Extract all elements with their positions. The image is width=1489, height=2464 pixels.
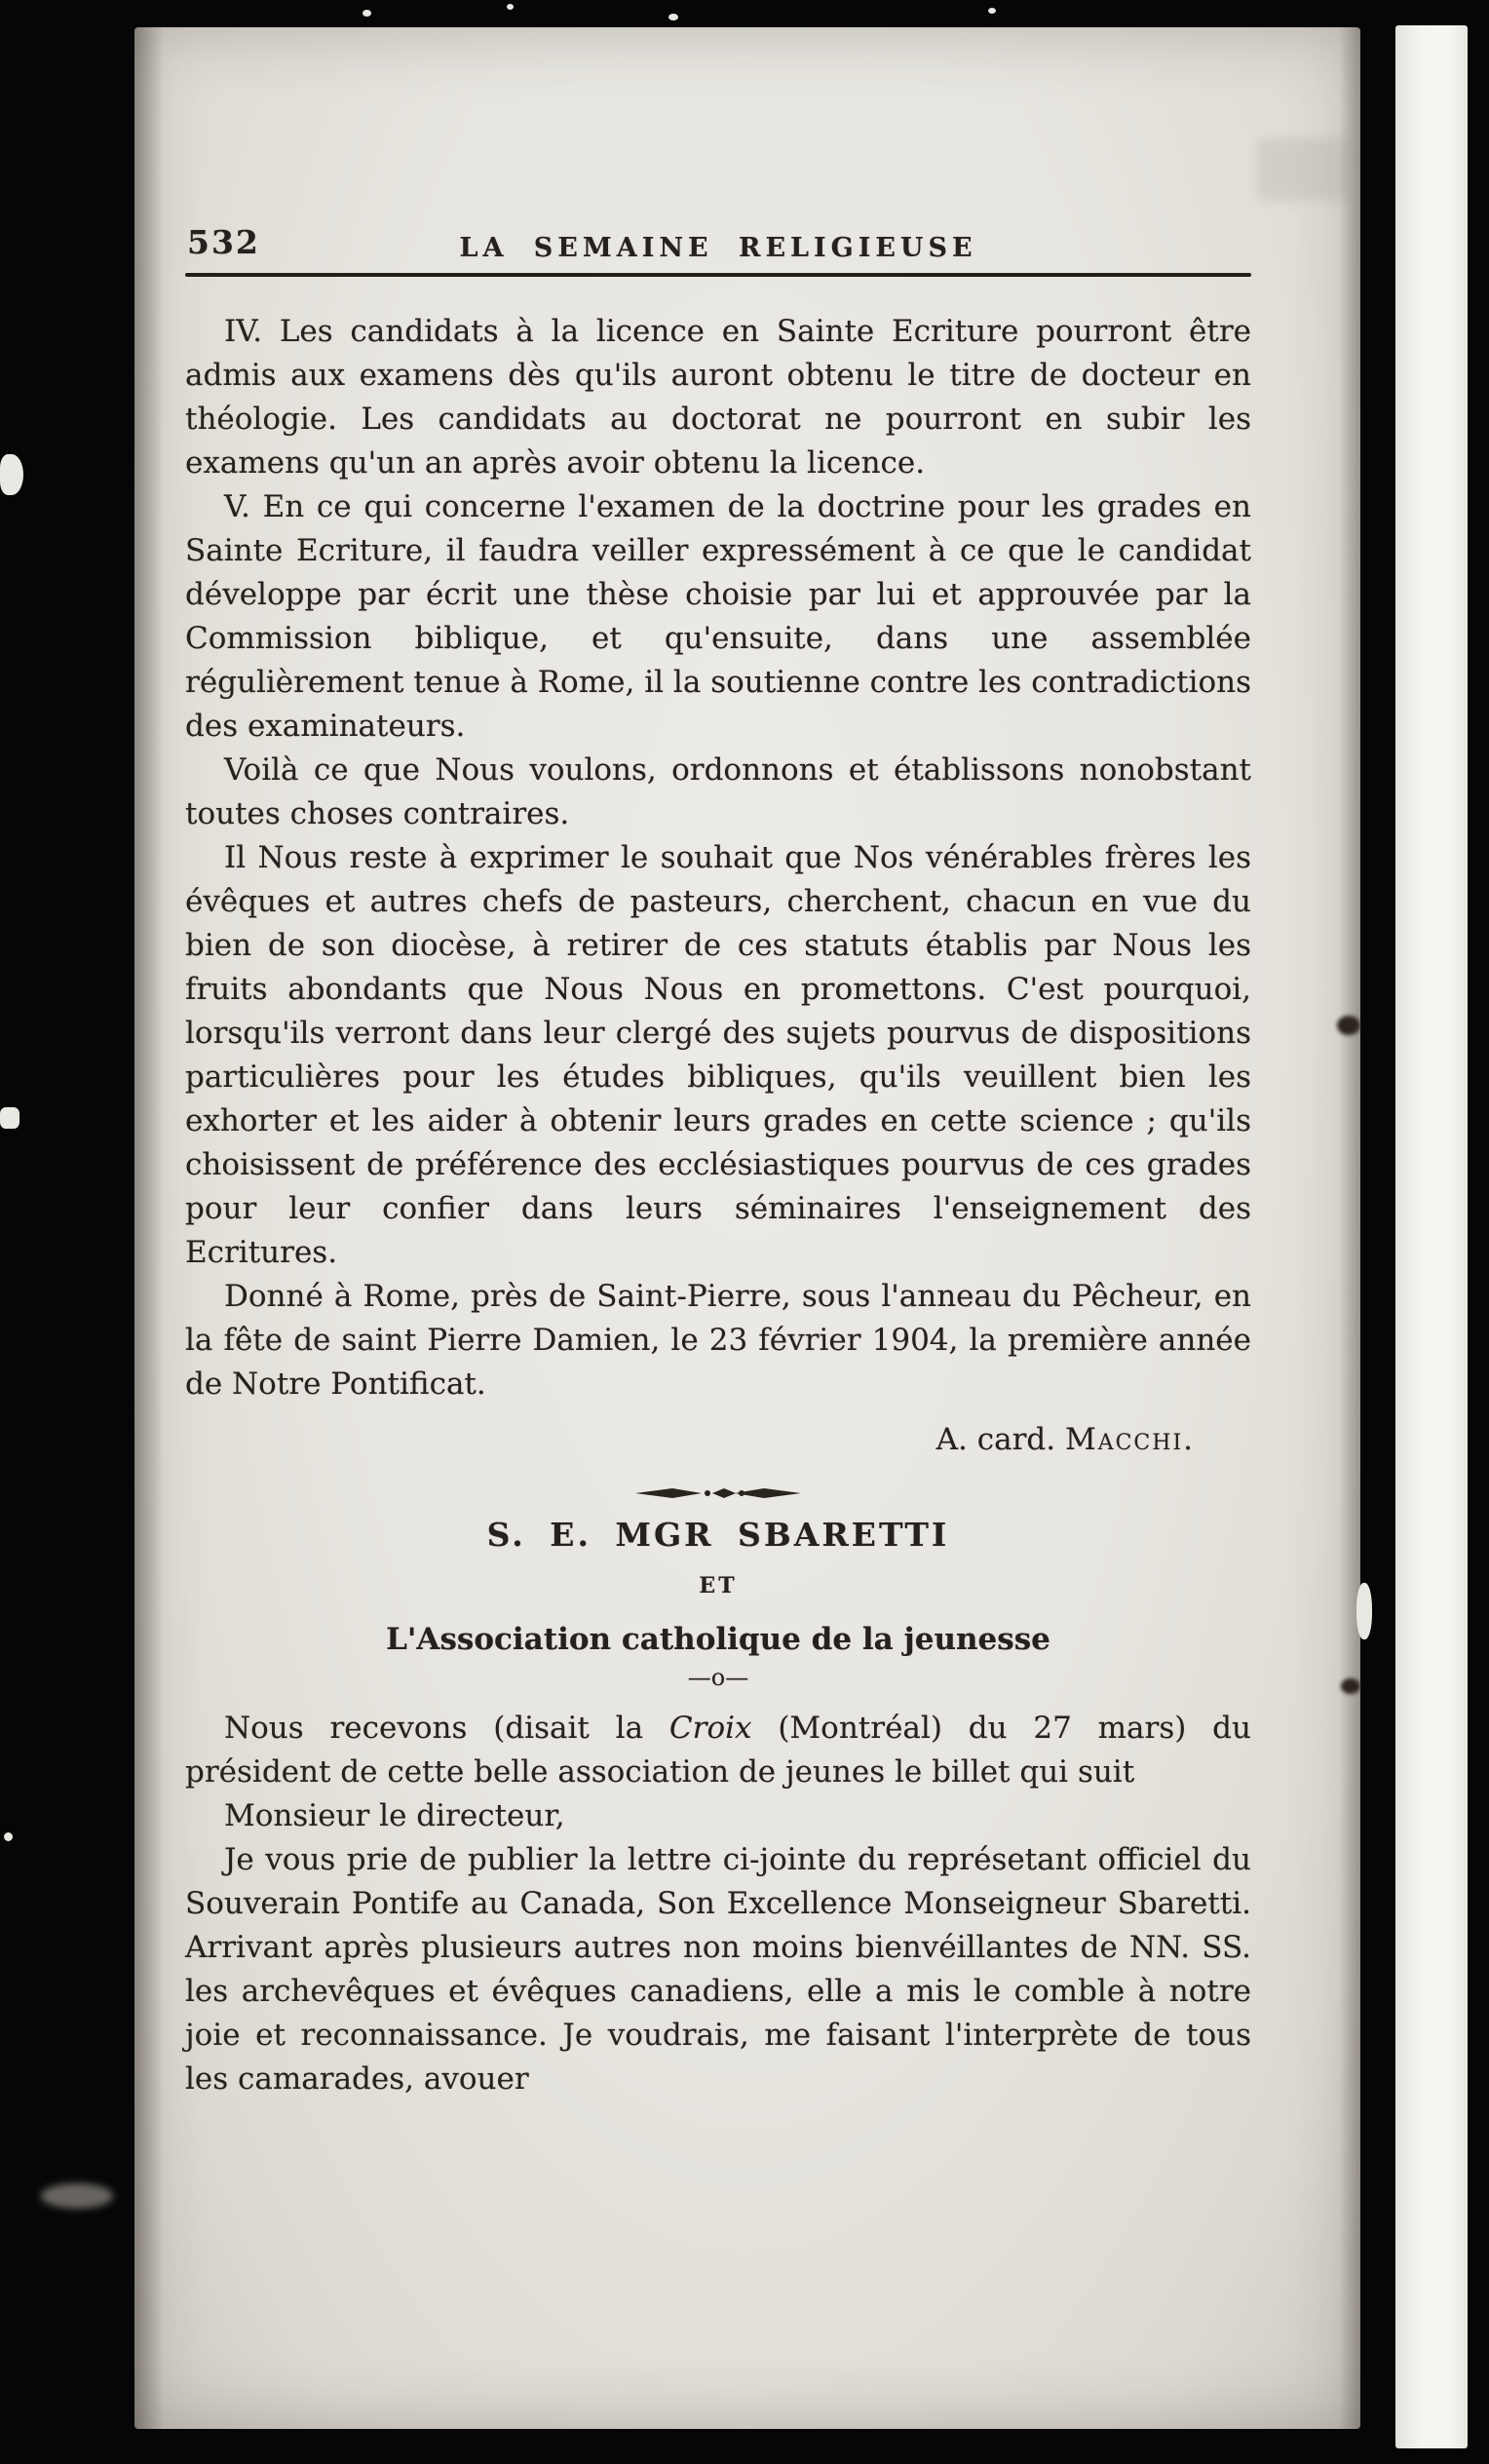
letter-salutation: Monsieur le directeur, xyxy=(224,1798,565,1833)
article-title-line1: S. E. MGR SBARETTI xyxy=(486,1516,950,1554)
journal-title: LA SEMAINE RELIGIEUSE xyxy=(459,233,977,263)
intro-text-after: (Montréal) du 27 mars) du président de cette belle association de jeunes le billet qui suit xyxy=(185,1711,1251,1790)
scan-artifact-speck xyxy=(0,454,23,495)
article-intro-paragraph xyxy=(185,1707,1251,1794)
letter-body-paragraph: Je vous prie de publier la lettre ci-jointe du représetant officiel du Souverain Pontife au Canada, Son Excellence Monseigneur Sbaretti. Arrivant après plusieurs autres non moins bienvéillantes de NN. SS. les archevêques et évêques canadiens, elle a mis le comble à notre joie et reconnaissance. Je voudrais, me faisant l'interprète de tous les camarades, avouer xyxy=(185,1842,1251,2097)
decree-paragraph: V. En ce qui concerne l'examen de la doctrine pour les grades en Sainte Ecriture, il faudra veiller expressément à ce que le candidat développe par écrit une thèse choisie par lui et approuvée par la Commission biblique, et qu'ensuite, dans une assemblée régulièrement tenue à Rome, il la soutienne contre les contradictions des examinateurs. xyxy=(185,489,1251,744)
scanned-page xyxy=(134,27,1360,2429)
header-rule xyxy=(185,273,1251,277)
scan-artifact-speck xyxy=(668,14,678,20)
intro-text-before: Nous recevons (disait la xyxy=(224,1711,669,1746)
decree-paragraph: Donné à Rome, près de Saint-Pierre, sous l'anneau du Pêcheur, en la fête de saint Pierre Damien, le 23 février 1904, la première année de Notre Pontificat. xyxy=(185,1279,1251,1402)
article-title-line3: L'Association catholique de la jeunesse xyxy=(386,1622,1050,1657)
scan-artifact-smudge xyxy=(41,2183,113,2209)
decree-paragraph: IV. Les candidats à la licence en Sainte Ecriture pourront être admis aux examens dès qu'ils auront obtenu le titre de docteur en théologie. Les candidats au doctorat ne pourront en subir les examens qu'un an après avoir obtenu la licence. xyxy=(185,314,1251,481)
section-divider xyxy=(185,1485,1251,1501)
page-content xyxy=(185,218,1251,2101)
signature-name: Macchi. xyxy=(1064,1422,1195,1457)
scan-artifact-speck xyxy=(507,4,514,10)
scan-artifact-speck xyxy=(1356,1583,1372,1639)
scan-artifact-speck xyxy=(0,1107,19,1129)
ornament-divider-icon xyxy=(635,1485,801,1501)
scan-artifact-blot xyxy=(1337,1016,1360,1035)
decree-paragraph: Voilà ce que Nous voulons, ordonnons et établissons nonobstant toutes choses contraires. xyxy=(185,752,1251,831)
page-number: 532 xyxy=(187,223,260,261)
cardinal-signature xyxy=(185,1418,1251,1462)
scan-artifact-blot xyxy=(1341,1678,1360,1694)
title-small-divider: —o— xyxy=(687,1664,749,1691)
adjacent-page-edge xyxy=(1395,25,1468,2448)
scan-artifact-ghost xyxy=(1257,138,1351,201)
decree-paragraph: Il Nous reste à exprimer le souhait que Nos vénérables frères les évêques et autres chefs de pasteurs, cherchent, chacun en vue du bien de son diocèse, à retirer de ces statuts établis par Nous les fruits abondants que Nous Nous en promettons. C'est pourquoi, lorsqu'ils verront dans leur clergé des sujets pourvus de dispositions particulières pour les études bibliques, qu'ils veuillent bien les exhorter et les aider à obtenir leurs grades en cette science ; qu'ils choisissent de préférence des ecclésiastiques pourvus de ces grades pour leur confier dans leurs séminaires l'enseignement des Ecritures. xyxy=(185,840,1251,1270)
article-title-line2: ET xyxy=(699,1573,738,1598)
journal-name-croix: Croix xyxy=(668,1711,752,1746)
decree-section xyxy=(185,310,1251,1462)
scan-artifact-speck xyxy=(363,10,371,17)
article-section xyxy=(185,1513,1251,2101)
scan-artifact-speck xyxy=(4,1832,13,1841)
signature-prefix: A. card. xyxy=(935,1422,1065,1457)
scan-artifact-speck xyxy=(988,8,996,14)
page-header xyxy=(185,218,1251,265)
